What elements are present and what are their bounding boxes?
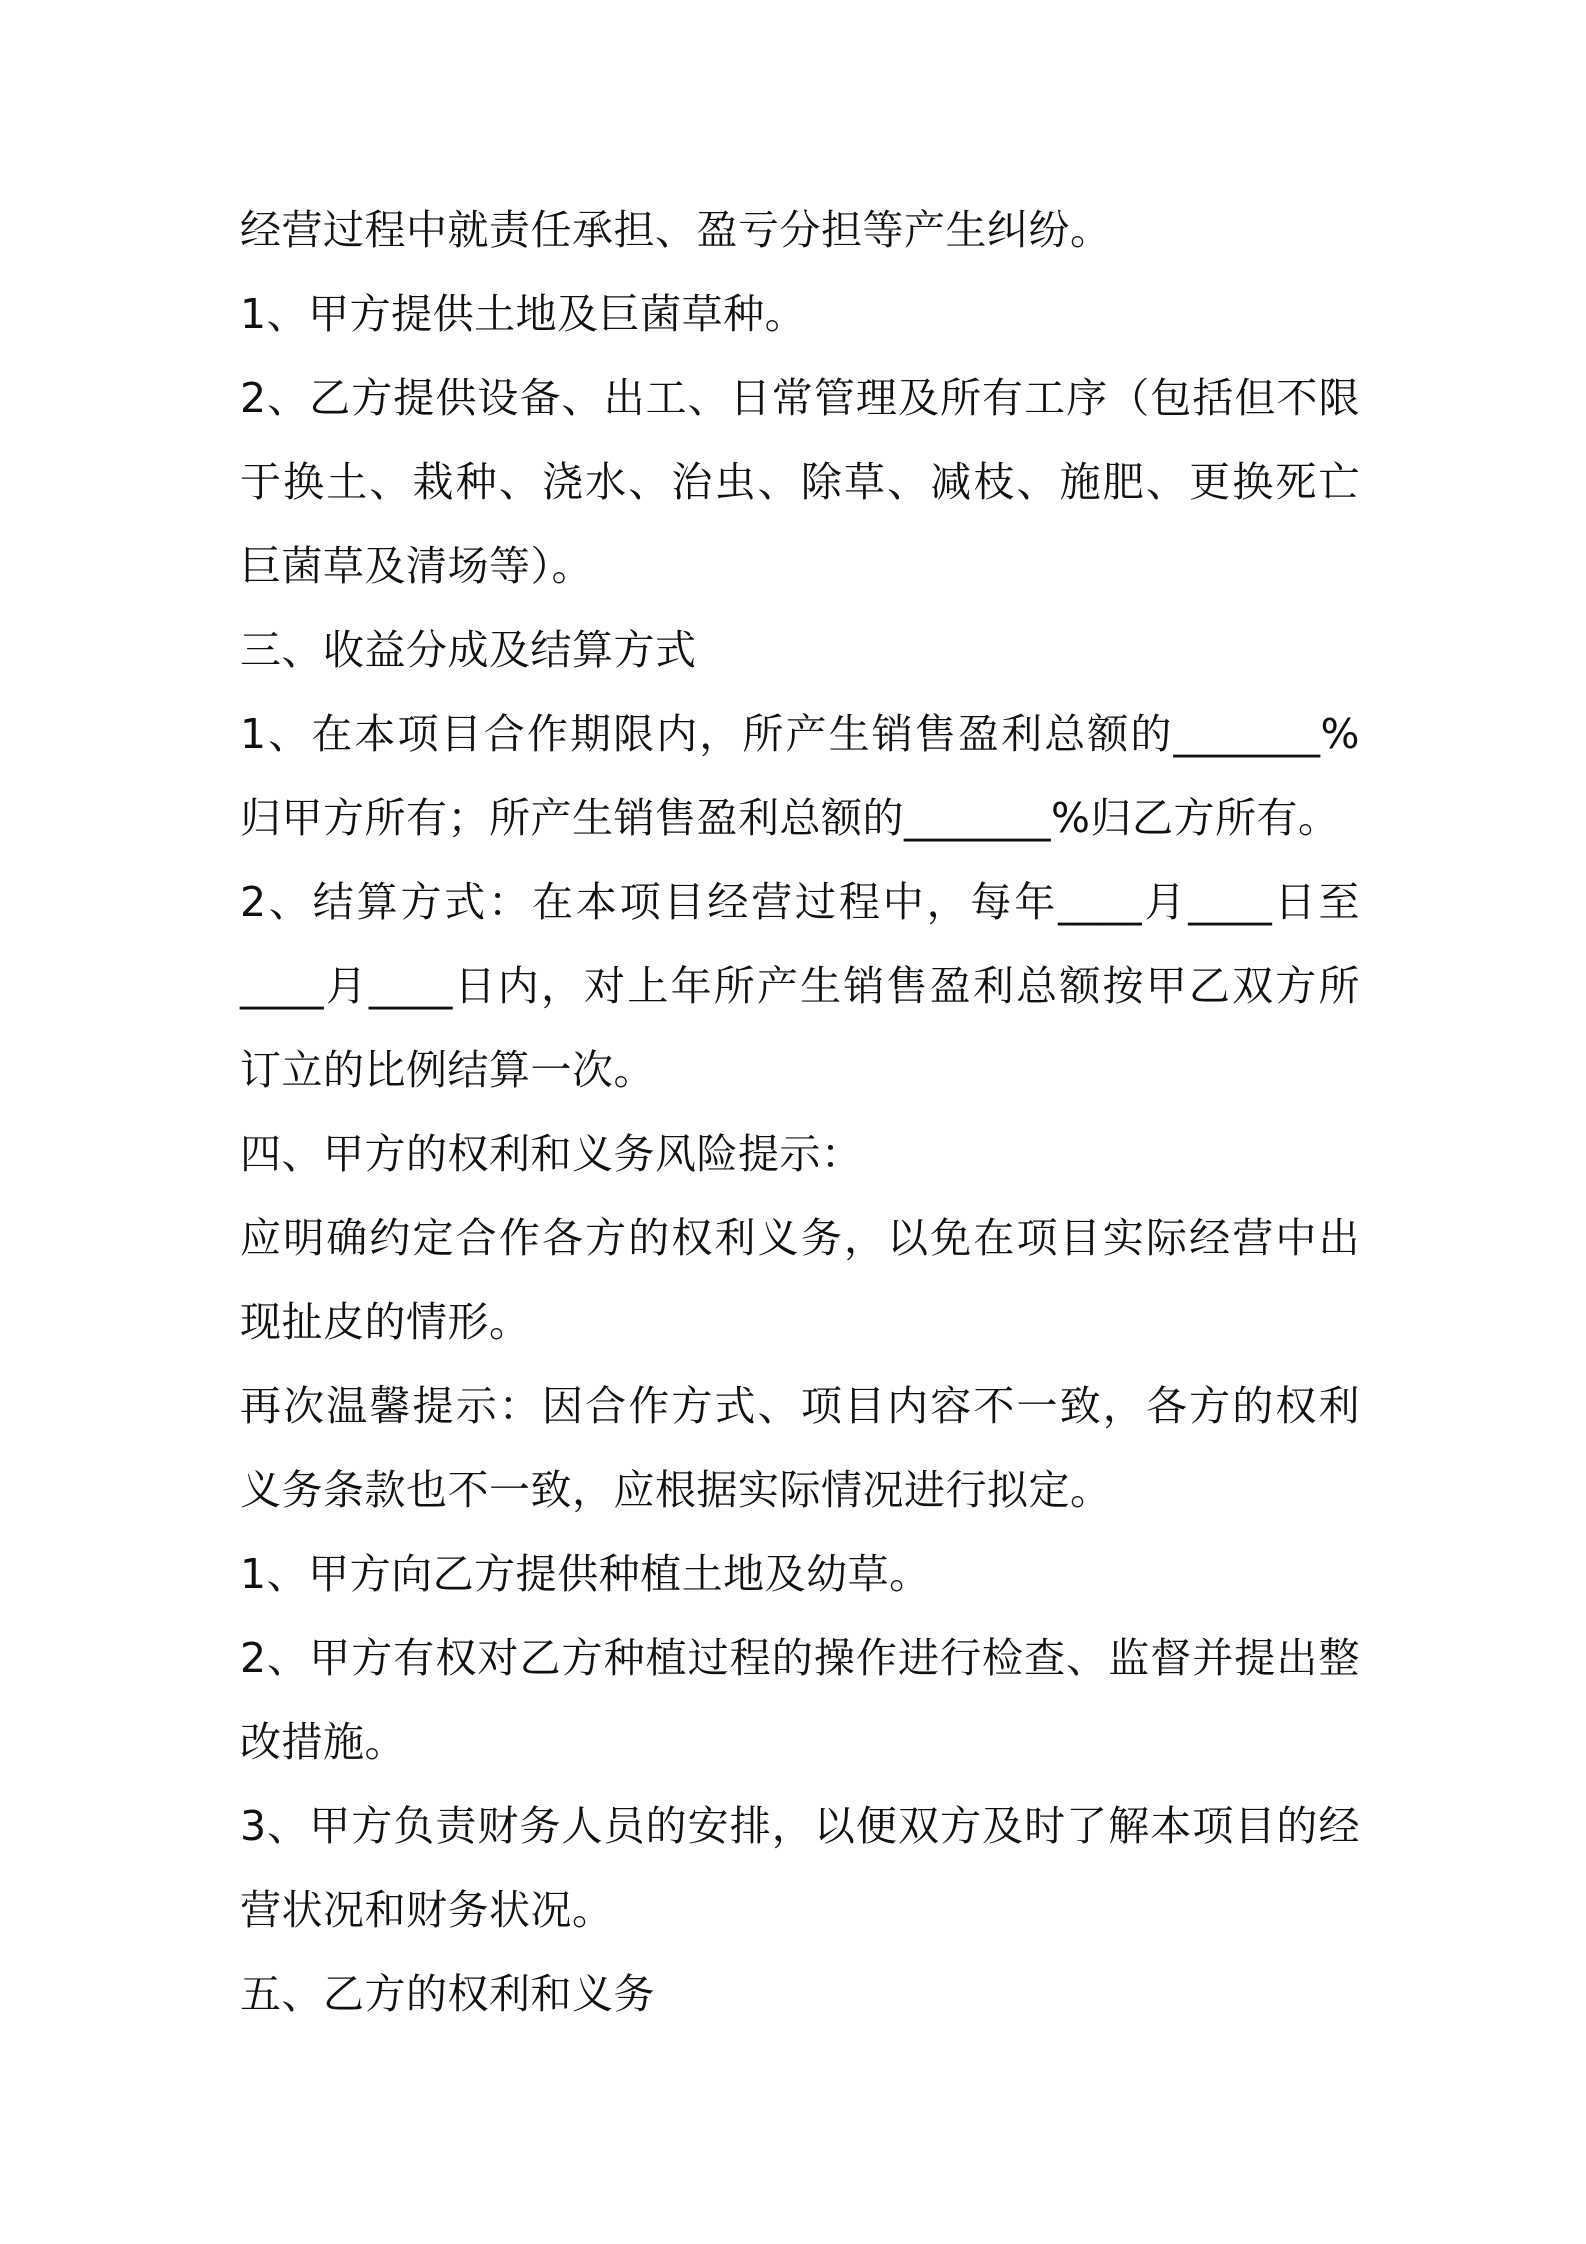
paragraph-party-b-equipment: 2、乙方提供设备、出工、日常管理及所有工序（包括但不限于换土、栽种、浇水、治虫、除草、减枝、施肥、更换死亡巨菌草及清场等）。 [240,374,1360,590]
paragraph-party-a-provides-land: 1、甲方向乙方提供种植土地及幼草。 [240,1550,931,1598]
paragraph-reminder: 再次温馨提示：因合作方式、项目内容不一致，各方的权利义务条款也不一致，应根据实际情况进行拟定。 [240,1382,1360,1514]
paragraph-profit-ratio: 1、在本项目合作期限内，所产生销售盈利总额的_______%归甲方所有；所产生销售盈利总额的_______%归乙方所有。 [240,710,1360,842]
paragraph-party-a-finance: 3、甲方负责财务人员的安排，以便双方及时了解本项目的经营状况和财务状况。 [240,1802,1360,1934]
document-body [240,188,1360,2036]
paragraph-settlement-method: 2、结算方式：在本项目经营过程中，每年____月____日至____月____日内，对上年所产生销售盈利总额按甲乙双方所订立的比例结算一次。 [240,878,1360,1094]
paragraph-risk-note: 应明确约定合作各方的权利义务，以免在项目实际经营中出现扯皮的情形。 [240,1214,1360,1346]
paragraph-dispute-clause: 经营过程中就责任承担、盈亏分担等产生纠纷。 [240,206,1112,254]
paragraph-party-a-land: 1、甲方提供土地及巨菌草种。 [240,290,807,338]
paragraph-party-a-inspection: 2、甲方有权对乙方种植过程的操作进行检查、监督并提出整改措施。 [240,1634,1360,1766]
section-heading-party-a-rights: 四、甲方的权利和义务风险提示： [240,1130,863,1178]
section-heading-party-b-rights: 五、乙方的权利和义务 [240,1970,655,2018]
section-heading-profit-sharing: 三、收益分成及结算方式 [240,626,697,674]
